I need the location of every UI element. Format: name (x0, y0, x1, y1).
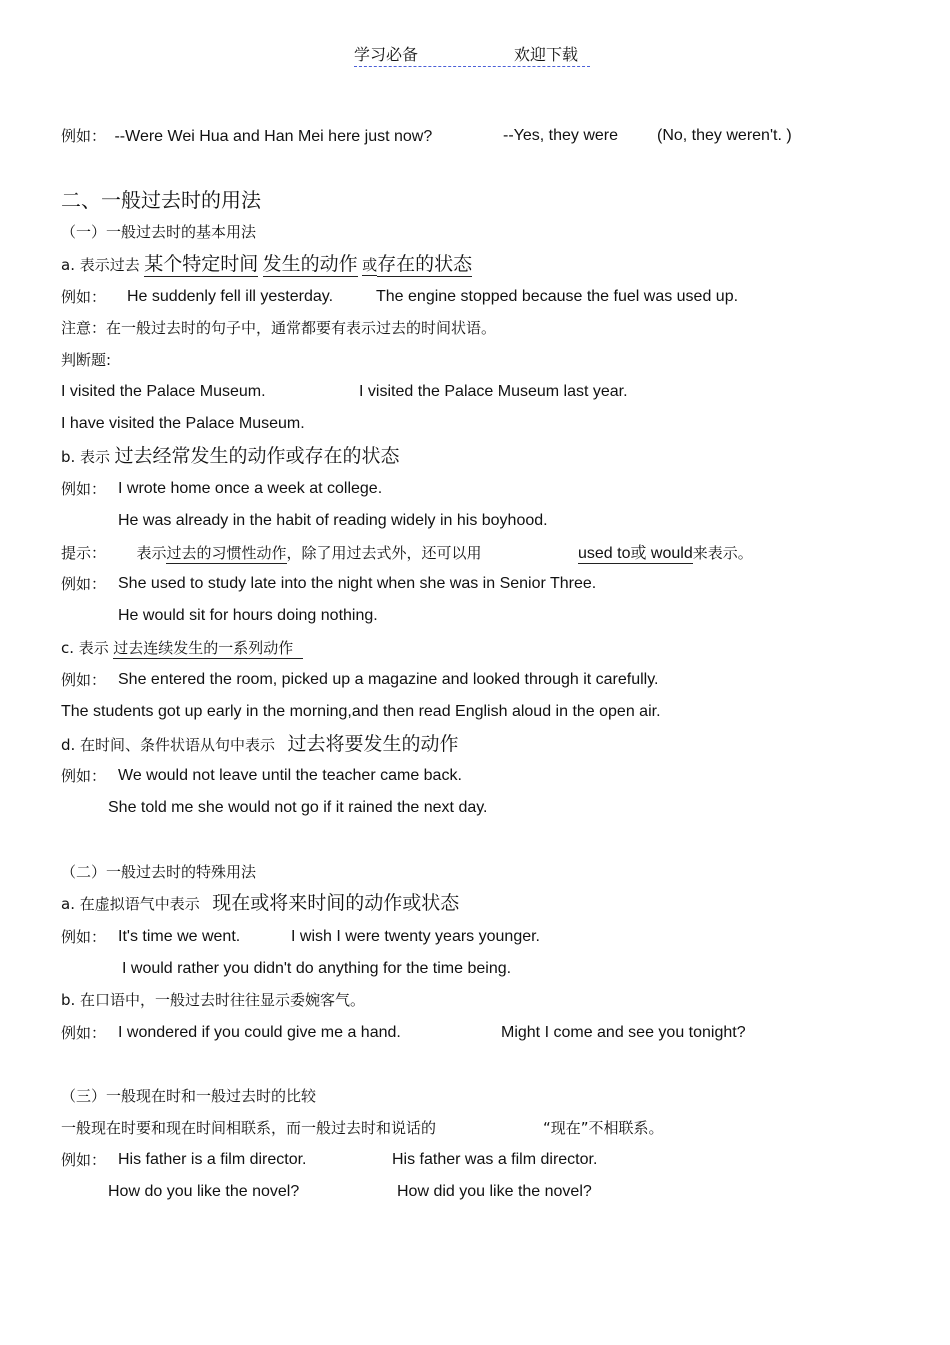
rule-b: b. 在口语中，一般过去时往往显示委婉客气。 (61, 991, 366, 1009)
example-label: 例如： (61, 480, 107, 498)
example-sentence: How did you like the novel? (397, 1183, 592, 1200)
example-label: 例如： (61, 288, 107, 306)
example-sentence: Might I come and see you tonight? (501, 1024, 746, 1041)
example-sentence: The students got up early in the morning,and then read English aloud in the open air. (61, 703, 661, 720)
example-negative: (No, they weren't. ) (657, 127, 792, 144)
judge-sentence: I visited the Palace Museum last year. (359, 383, 628, 400)
example-label: 例如： (61, 928, 107, 946)
tip-label: 提示： (61, 544, 107, 562)
example-sentence: I wondered if you could give me a hand. (118, 1024, 401, 1041)
example-sentence: She entered the room, picked up a magazine and looked through it carefully. (118, 671, 659, 688)
example-sentence: I wrote home once a week at college. (118, 480, 383, 497)
example-question: --Were Wei Hua and Han Mei here just now? (114, 128, 433, 145)
example-sentence: I wish I were twenty years younger. (291, 928, 540, 945)
rule-underlined: 存在的状态 (377, 253, 473, 275)
rule-a (61, 891, 459, 917)
example-label: 例如： (61, 671, 107, 689)
judge-sentence: I visited the Palace Museum. (61, 383, 266, 400)
note: 注意：在一般过去时的句子中，通常都要有表示过去的时间状语。 (61, 319, 497, 337)
example-sentence: The engine stopped because the fuel was used up. (376, 288, 739, 305)
example-sentence: How do you like the novel? (108, 1183, 300, 1200)
tip-underlined: 过去的习惯性动作 (166, 544, 287, 562)
example-label: 例如： (61, 127, 107, 145)
example-sentence: His father was a film director. (392, 1151, 598, 1168)
rule-text: 过去将要发生的动作 (287, 733, 459, 755)
rule-underlined: 过去连续发生的一系列动作 (113, 639, 303, 659)
rule-prefix: a. 在虚拟语气中表示 (61, 895, 200, 913)
rule-text: 过去经常发生的动作或存在的状态 (114, 445, 400, 467)
rule-underlined: 某个特定时间 (144, 253, 259, 275)
example-sentence: We would not leave until the teacher came back. (118, 767, 462, 784)
example-label: 例如： (61, 767, 107, 785)
example-sentence: His father is a film director. (118, 1151, 307, 1168)
page-header (354, 42, 590, 67)
subsection-title: （一）一般过去时的基本用法 (61, 223, 257, 241)
tip-rest (578, 543, 753, 564)
rule-c (61, 638, 303, 659)
judge-title: 判断题: (61, 351, 112, 369)
example-sentence: She told me she would not go if it rained the next day. (108, 799, 488, 816)
header-right: 欢迎下载 (514, 45, 579, 64)
example-label: 例如： (61, 1151, 107, 1169)
rule-b (61, 444, 400, 470)
example-label: 例如： (61, 1024, 107, 1042)
example-label: 例如： (61, 575, 107, 593)
rule-a (61, 252, 472, 278)
rule-prefix: d. 在时间、条件状语从句中表示 (61, 736, 276, 754)
rule-prefix: a. 表示过去 (61, 256, 140, 274)
example-answer: --Yes, they were (503, 127, 619, 144)
rule-prefix: b. 表示 (61, 448, 111, 466)
tip-text: ，除了用过去式外，还可以用 (286, 544, 482, 562)
comparison-text: 一般现在时要和现在时间相联系，而一般过去时和说话的 (61, 1119, 437, 1137)
header-left: 学习必备 (354, 45, 419, 64)
example-sentence: He was already in the habit of reading widely in his boyhood. (118, 512, 548, 529)
example-sentence: He would sit for hours doing nothing. (118, 607, 378, 624)
tip (61, 543, 482, 564)
subsection-title: （三）一般现在时和一般过去时的比较 (61, 1087, 317, 1105)
subsection-title: （二）一般过去时的特殊用法 (61, 863, 257, 881)
example-sentence: He suddenly fell ill yesterday. (127, 288, 334, 305)
example-sentence: She used to study late into the night when she was in Senior Three. (118, 575, 597, 592)
comparison-text: “现在”不相联系。 (543, 1119, 664, 1137)
rule-d (61, 732, 459, 758)
rule-underlined: 发生的动作 (262, 253, 358, 275)
example-line (61, 287, 106, 308)
tip-text: 表示 (136, 544, 167, 562)
example-sentence: It's time we went. (118, 928, 241, 945)
rule-text: 或 (362, 256, 378, 274)
tip-text: 来表示。 (692, 544, 753, 562)
rule-prefix: c. 表示 (61, 639, 109, 657)
rule-text: 现在或将来时间的动作或状态 (212, 892, 460, 914)
section-title: 二、一般过去时的用法 (61, 188, 261, 212)
example-sentence: I would rather you didn't do anything for the time being. (122, 960, 512, 977)
judge-sentence: I have visited the Palace Museum. (61, 415, 305, 432)
tip-underlined: used to或 would (578, 545, 693, 562)
intro-example (61, 126, 432, 147)
